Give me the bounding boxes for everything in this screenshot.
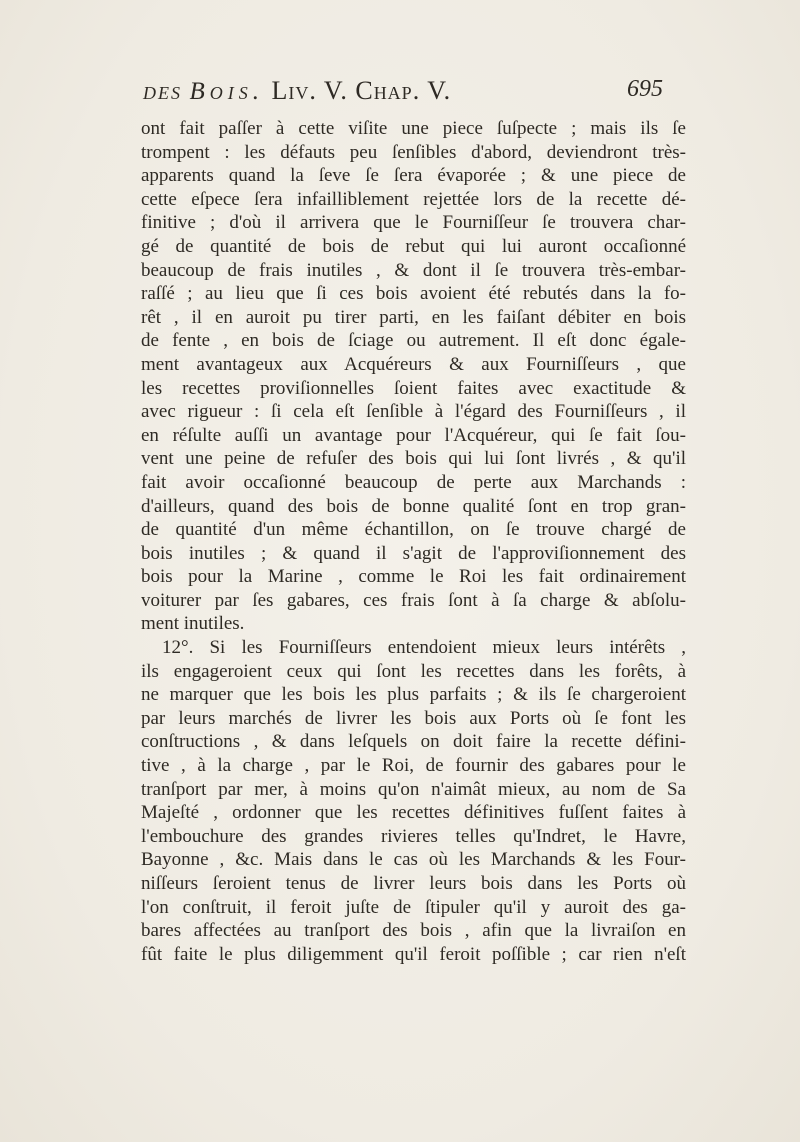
text-line: en réſulte auſſi un avantage pour l'Acquéreur, qui ſe fait ſou- — [141, 424, 686, 446]
text-line: l'on conſtruit, il feroit juſte de ſtipuler qu'il y auroit des ga- — [141, 896, 686, 918]
text-line: par leurs marchés de livrer les bois aux Ports où ſe font les — [141, 707, 686, 729]
running-head-bois: Bois. — [189, 78, 265, 105]
text-line: l'embouchure des grandes rivieres telles qu'Indret, le Havre, — [141, 825, 686, 847]
page-header — [143, 76, 663, 112]
text-line: tranſport par mer, à moins qu'on n'aimât mieux, au nom de Sa — [141, 778, 686, 800]
page-number: 695 — [627, 76, 663, 102]
paragraph-end-line: ment inutiles. — [141, 613, 245, 635]
text-line: fait avoir occaſionné beaucoup de perte aux Marchands : — [141, 471, 686, 493]
text-line: cette eſpece ſera infailliblement rejettée lors de la recette dé- — [141, 188, 686, 210]
text-line: rêt , il en auroit pu tirer parti, en les faiſant débiter en bois — [141, 306, 686, 328]
text-line: voiturer par ſes gabares, ces frais ſont à ſa charge & abſolu- — [141, 589, 686, 611]
text-line: ils engageroient ceux qui ſont les recettes dans les forêts, à — [141, 660, 686, 682]
running-head — [143, 76, 451, 106]
text-line: avec rigueur : ſi cela eſt ſenſible à l'égard des Fourniſſeurs , il — [141, 401, 686, 423]
text-line: niſſeurs ſeroient tenus de livrer leurs bois dans les Ports où — [141, 873, 686, 894]
text-line: fût faite le plus diligemment qu'il feroit poſſible ; car rien n'eſt — [141, 943, 686, 965]
text-line: d'ailleurs, quand des bois de bonne qualité ſont en trop gran- — [141, 495, 686, 517]
running-head-des: DES — [143, 83, 182, 103]
text-line: gé de quantité de bois de rebut qui lui auront occaſionné — [141, 235, 686, 257]
text-line: conſtructions , & dans leſquels on doit faire la recette défini- — [141, 731, 686, 753]
running-head-chapter: Liv. V. Chap. V. — [271, 76, 452, 105]
text-line: ment avantageux aux Acquéreurs & aux Fourniſſeurs , que — [141, 353, 686, 375]
text-line: vent une peine de refuſer des bois qui lui ſont livrés , & qu'il — [141, 448, 686, 470]
text-line: bois pour la Marine , comme le Roi les fait ordinairement — [141, 566, 686, 588]
text-line: les recettes proviſionnelles ſoient faites avec exactitude & — [141, 377, 686, 399]
text-line: Majeſté , ordonner que les recettes définitives fuſſent faites à — [141, 802, 686, 824]
text-line: apparents quand la ſeve ſe ſera évaporée ; & une piece de — [141, 165, 686, 187]
text-line: de quantité d'un même échantillon, on ſe trouve chargé de — [141, 519, 686, 541]
text-line: ont fait paſſer à cette viſite une piece ſuſpecte ; mais ils ſe — [141, 118, 686, 139]
text-line: trompent : les défauts peu ſenſibles d'abord, deviendront très- — [141, 141, 686, 163]
text-line: beaucoup de frais inutiles , & dont il ſe trouvera très-embar- — [141, 259, 686, 281]
body-text — [141, 117, 686, 966]
text-line: bares affectées au tranſport des bois , afin que la livraiſon en — [141, 920, 686, 942]
text-line: ne marquer que les bois les plus parfaits ; & ils ſe chargeroient — [141, 684, 686, 706]
text-line: Bayonne , &c. Mais dans le cas où les Marchands & les Four- — [141, 849, 686, 871]
paragraph-start-line: 12°. Si les Fourniſſeurs entendoient mieux leurs intérêts , — [162, 637, 686, 659]
text-line: tive , à la charge , par le Roi, de fournir des gabares pour le — [141, 755, 686, 777]
text-line: bois inutiles ; & quand il s'agit de l'approviſionnement des — [141, 542, 686, 564]
text-line: de fente , en bois de ſciage ou autrement. Il eſt donc égale- — [141, 330, 686, 352]
text-line: finitive ; d'où il arrivera que le Fourniſſeur ſe trouvera char- — [141, 212, 686, 234]
text-line: raſſé ; au lieu que ſi ces bois avoient été rebutés dans la fo- — [141, 283, 686, 305]
